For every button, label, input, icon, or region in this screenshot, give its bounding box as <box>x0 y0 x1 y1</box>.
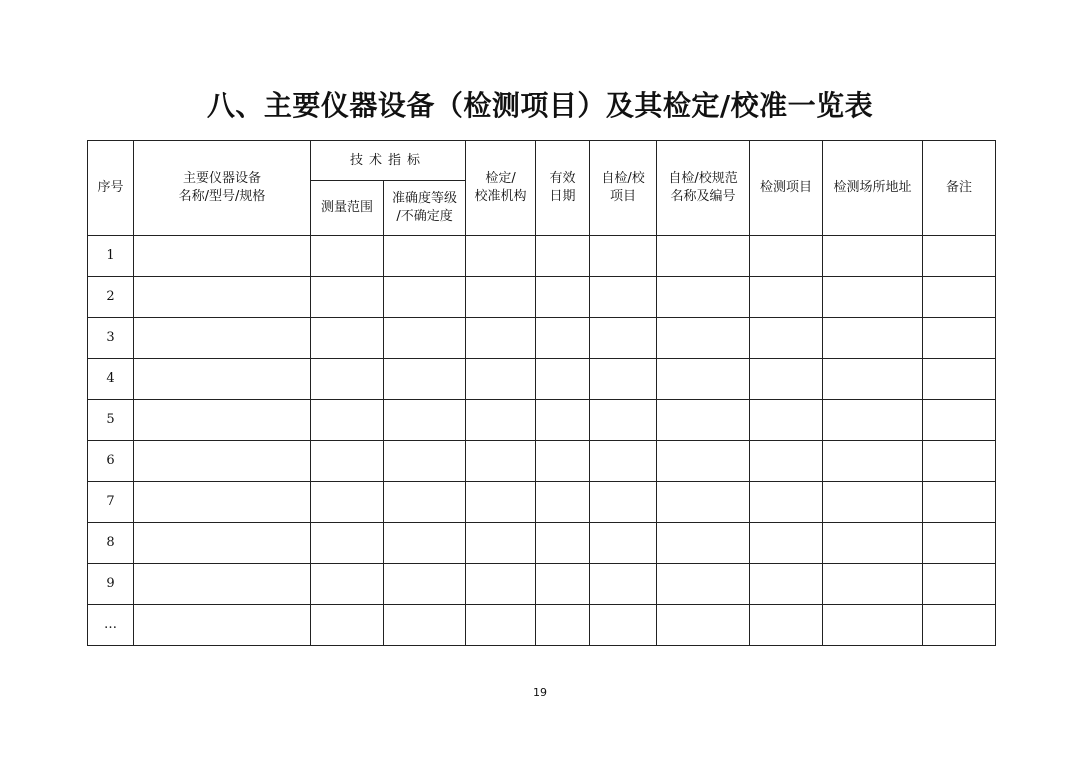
table-cell <box>311 523 384 564</box>
table-cell <box>466 400 536 441</box>
table-cell <box>923 400 996 441</box>
table-cell <box>590 482 657 523</box>
header-accuracy: 准确度等级 /不确定度 <box>384 181 466 236</box>
table-cell <box>384 605 466 646</box>
table-cell <box>311 277 384 318</box>
table-cell <box>466 564 536 605</box>
table-row <box>88 400 996 441</box>
table-row <box>88 523 996 564</box>
table-cell <box>590 400 657 441</box>
row-number: 5 <box>88 400 134 441</box>
table-cell <box>823 318 923 359</box>
table-cell <box>590 523 657 564</box>
table-cell <box>750 564 823 605</box>
table-cell <box>750 318 823 359</box>
table-row <box>88 564 996 605</box>
table-cell <box>134 318 311 359</box>
table-cell <box>536 441 590 482</box>
table-cell <box>923 277 996 318</box>
table-cell <box>823 605 923 646</box>
table-cell <box>384 523 466 564</box>
row-number: 3 <box>88 318 134 359</box>
table-cell <box>923 318 996 359</box>
table-cell <box>466 605 536 646</box>
table-cell <box>590 441 657 482</box>
table-cell <box>134 359 311 400</box>
header-row <box>88 141 996 181</box>
table-cell <box>536 482 590 523</box>
table-cell <box>466 441 536 482</box>
table-cell <box>466 359 536 400</box>
table-cell <box>750 277 823 318</box>
row-number: 7 <box>88 482 134 523</box>
table-cell <box>823 441 923 482</box>
table-cell <box>657 236 750 277</box>
table-cell <box>923 441 996 482</box>
table-row <box>88 441 996 482</box>
header-test-location: 检测场所地址 <box>823 141 923 236</box>
table-cell <box>923 482 996 523</box>
table-cell <box>466 523 536 564</box>
table-cell <box>311 564 384 605</box>
table-cell <box>311 318 384 359</box>
table-cell <box>466 236 536 277</box>
row-number: 8 <box>88 523 134 564</box>
table-cell <box>384 400 466 441</box>
table-cell <box>134 277 311 318</box>
header-calibration-org: 检定/ 校准机构 <box>466 141 536 236</box>
table-row <box>88 605 996 646</box>
table-row <box>88 236 996 277</box>
header-range: 测量范围 <box>311 181 384 236</box>
table-row <box>88 359 996 400</box>
table-cell <box>923 564 996 605</box>
table-cell <box>311 441 384 482</box>
table-cell <box>750 441 823 482</box>
table-cell <box>311 400 384 441</box>
header-equipment: 主要仪器设备 名称/型号/规格 <box>134 141 311 236</box>
equipment-table <box>87 140 996 646</box>
table-cell <box>750 605 823 646</box>
table-cell <box>134 523 311 564</box>
header-remarks: 备注 <box>923 141 996 236</box>
row-number: 6 <box>88 441 134 482</box>
table-row <box>88 482 996 523</box>
table-cell <box>657 359 750 400</box>
table-cell <box>823 400 923 441</box>
table-cell <box>311 482 384 523</box>
table-cell <box>750 359 823 400</box>
table-cell <box>590 359 657 400</box>
table-cell <box>384 277 466 318</box>
table-cell <box>466 482 536 523</box>
table-cell <box>750 400 823 441</box>
table-cell <box>657 564 750 605</box>
table-cell <box>923 605 996 646</box>
table-cell <box>536 277 590 318</box>
table-cell <box>134 441 311 482</box>
row-number: 9 <box>88 564 134 605</box>
table-cell <box>657 441 750 482</box>
table-cell <box>311 359 384 400</box>
table-row <box>88 277 996 318</box>
row-number: 4 <box>88 359 134 400</box>
table-cell <box>134 605 311 646</box>
table-cell <box>384 564 466 605</box>
table-cell <box>590 277 657 318</box>
header-test-item: 检测项目 <box>750 141 823 236</box>
table-cell <box>823 236 923 277</box>
table-cell <box>657 318 750 359</box>
table-cell <box>134 482 311 523</box>
table-cell <box>536 400 590 441</box>
table-cell <box>134 400 311 441</box>
table-cell <box>466 277 536 318</box>
header-self-check-item: 自检/校 项目 <box>590 141 657 236</box>
table-cell <box>536 605 590 646</box>
table-cell <box>657 523 750 564</box>
table-cell <box>657 277 750 318</box>
table-cell <box>823 359 923 400</box>
page-number: 19 <box>533 686 547 699</box>
table-row <box>88 318 996 359</box>
table-cell <box>590 236 657 277</box>
table-cell <box>590 605 657 646</box>
table-cell <box>590 318 657 359</box>
table-cell <box>750 482 823 523</box>
table-cell <box>923 236 996 277</box>
header-seq: 序号 <box>88 141 134 236</box>
row-number: … <box>88 605 134 646</box>
table-cell <box>536 359 590 400</box>
table-cell <box>923 359 996 400</box>
table-cell <box>657 400 750 441</box>
table-cell <box>384 482 466 523</box>
table-cell <box>536 564 590 605</box>
table-cell <box>134 564 311 605</box>
table-cell <box>536 236 590 277</box>
table-cell <box>384 236 466 277</box>
table-cell <box>384 441 466 482</box>
table-cell <box>823 523 923 564</box>
row-number: 1 <box>88 236 134 277</box>
row-number: 2 <box>88 277 134 318</box>
table-cell <box>134 236 311 277</box>
table-cell <box>657 482 750 523</box>
table-cell <box>657 605 750 646</box>
table-cell <box>311 605 384 646</box>
table-cell <box>750 236 823 277</box>
table-cell <box>823 277 923 318</box>
header-valid-date: 有效 日期 <box>536 141 590 236</box>
table-cell <box>823 482 923 523</box>
table-cell <box>384 359 466 400</box>
header-self-check-spec: 自检/校规范 名称及编号 <box>657 141 750 236</box>
table-cell <box>466 318 536 359</box>
table-cell <box>590 564 657 605</box>
table-cell <box>823 564 923 605</box>
table-cell <box>923 523 996 564</box>
page-title: 八、主要仪器设备（检测项目）及其检定/校准一览表 <box>206 89 874 122</box>
table-cell <box>750 523 823 564</box>
table-cell <box>536 318 590 359</box>
header-tech-spec: 技术指标 <box>311 141 466 181</box>
table-cell <box>536 523 590 564</box>
table-cell <box>384 318 466 359</box>
table-cell <box>311 236 384 277</box>
